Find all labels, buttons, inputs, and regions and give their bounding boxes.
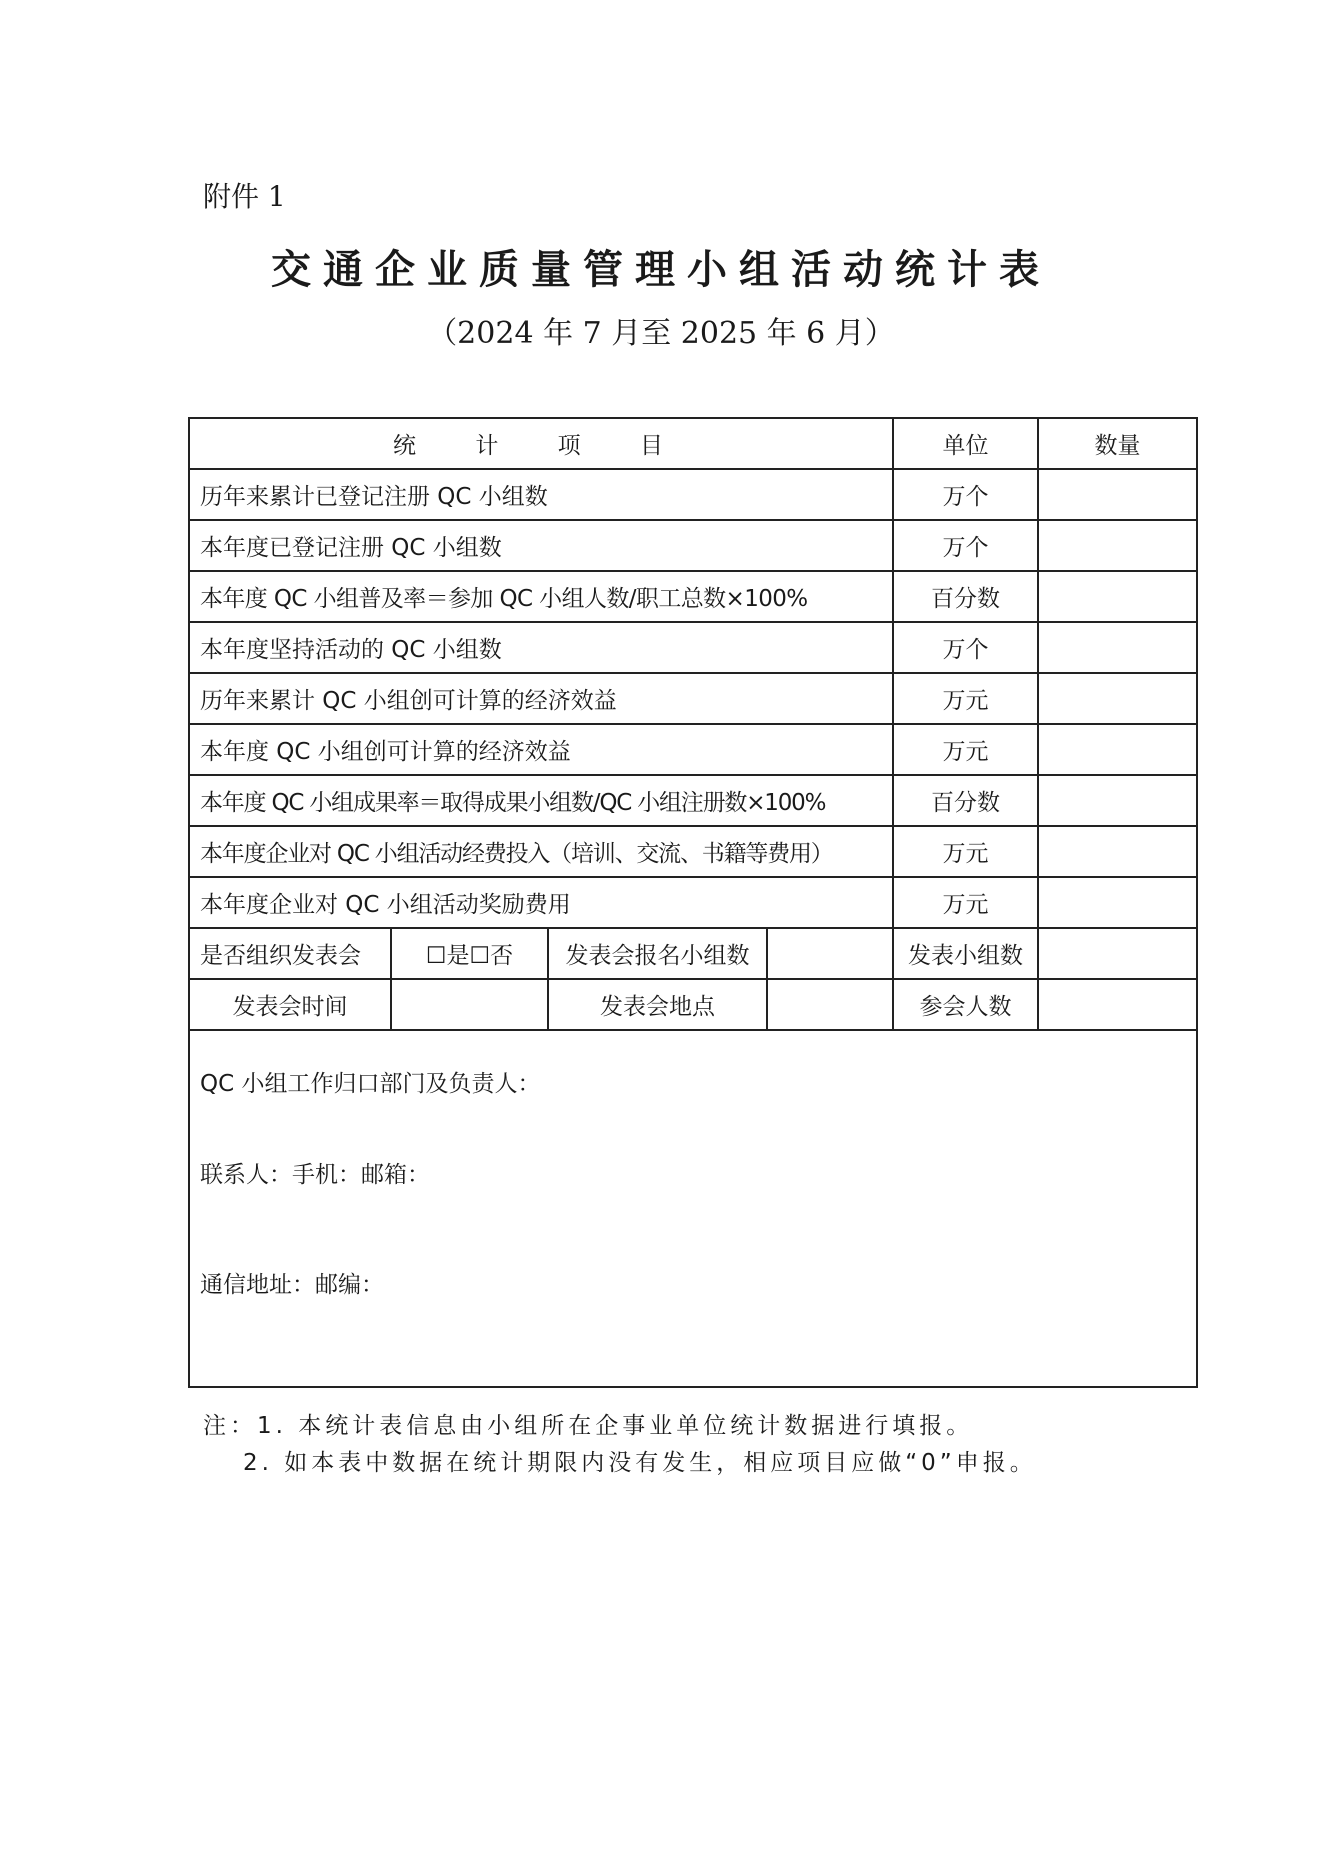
table-row — [189, 469, 1197, 520]
conference-place-field[interactable] — [767, 979, 893, 1030]
row-quantity-field[interactable] — [1038, 775, 1197, 826]
conference-row — [189, 928, 1197, 979]
row-unit: 百分数 — [893, 571, 1038, 622]
row-quantity-field[interactable] — [1038, 673, 1197, 724]
table-row — [189, 724, 1197, 775]
row-quantity-field[interactable] — [1038, 826, 1197, 877]
contact-info-cell[interactable] — [189, 1030, 1197, 1387]
department-responsible-line: QC 小组工作归口部门及负责人： — [200, 1071, 541, 1097]
attachment-label: 附件 1 — [203, 180, 286, 213]
row-quantity-field[interactable] — [1038, 877, 1197, 928]
organize-conference-checkboxes[interactable]: ☐是☐否 — [391, 928, 548, 979]
row-unit: 万元 — [893, 673, 1038, 724]
column-header-quantity: 数量 — [1038, 418, 1197, 469]
row-item: 本年度坚持活动的 QC 小组数 — [189, 622, 893, 673]
row-item: 本年度已登记注册 QC 小组数 — [189, 520, 893, 571]
organize-conference-label: 是否组织发表会 — [189, 928, 391, 979]
contact-info-row — [189, 1030, 1197, 1387]
row-quantity-field[interactable] — [1038, 724, 1197, 775]
notes — [203, 1408, 1037, 1482]
table-row — [189, 520, 1197, 571]
row-unit: 万元 — [893, 877, 1038, 928]
conference-time-field[interactable] — [391, 979, 548, 1030]
row-item: 历年来累计已登记注册 QC 小组数 — [189, 469, 893, 520]
row-quantity-field[interactable] — [1038, 520, 1197, 571]
row-unit: 万元 — [893, 724, 1038, 775]
registered-groups-label: 发表会报名小组数 — [548, 928, 767, 979]
presented-groups-label: 发表小组数 — [893, 928, 1038, 979]
period-subtitle: （2024 年 7 月至 2025 年 6 月） — [427, 316, 895, 351]
mailing-address-line: 通信地址：邮编： — [200, 1272, 384, 1298]
note-1: 注：1. 本统计表信息由小组所在企事业单位统计数据进行填报。 — [203, 1413, 974, 1439]
table-row — [189, 826, 1197, 877]
row-unit: 万元 — [893, 826, 1038, 877]
registered-groups-field[interactable] — [767, 928, 893, 979]
attendees-label: 参会人数 — [893, 979, 1038, 1030]
presented-groups-field[interactable] — [1038, 928, 1197, 979]
row-unit: 百分数 — [893, 775, 1038, 826]
row-item: 本年度 QC 小组成果率＝取得成果小组数/QC 小组注册数×100% — [189, 775, 893, 826]
row-item: 本年度 QC 小组创可计算的经济效益 — [189, 724, 893, 775]
row-quantity-field[interactable] — [1038, 571, 1197, 622]
conference-time-label: 发表会时间 — [189, 979, 391, 1030]
row-quantity-field[interactable] — [1038, 469, 1197, 520]
row-quantity-field[interactable] — [1038, 622, 1197, 673]
column-header-item: 统 计 项 目 — [189, 418, 893, 469]
table-header-row — [189, 418, 1197, 469]
table-row — [189, 775, 1197, 826]
note-2: 2. 如本表中数据在统计期限内没有发生，相应项目应做“0”申报。 — [243, 1450, 1037, 1476]
table-row — [189, 622, 1197, 673]
row-unit: 万个 — [893, 622, 1038, 673]
conference-place-label: 发表会地点 — [548, 979, 767, 1030]
conference-row — [189, 979, 1197, 1030]
contact-person-line: 联系人：手机：邮箱： — [200, 1162, 430, 1188]
page-title: 交通企业质量管理小组活动统计表 — [271, 247, 1051, 293]
column-header-unit: 单位 — [893, 418, 1038, 469]
attendees-field[interactable] — [1038, 979, 1197, 1030]
row-unit: 万个 — [893, 469, 1038, 520]
row-unit: 万个 — [893, 520, 1038, 571]
row-item: 本年度企业对 QC 小组活动经费投入（培训、交流、书籍等费用） — [189, 826, 893, 877]
row-item: 历年来累计 QC 小组创可计算的经济效益 — [189, 673, 893, 724]
row-item: 本年度 QC 小组普及率＝参加 QC 小组人数/职工总数×100% — [189, 571, 893, 622]
row-item: 本年度企业对 QC 小组活动奖励费用 — [189, 877, 893, 928]
table-row — [189, 571, 1197, 622]
table-row — [189, 877, 1197, 928]
table-row — [189, 673, 1197, 724]
statistics-table — [188, 417, 1198, 1388]
